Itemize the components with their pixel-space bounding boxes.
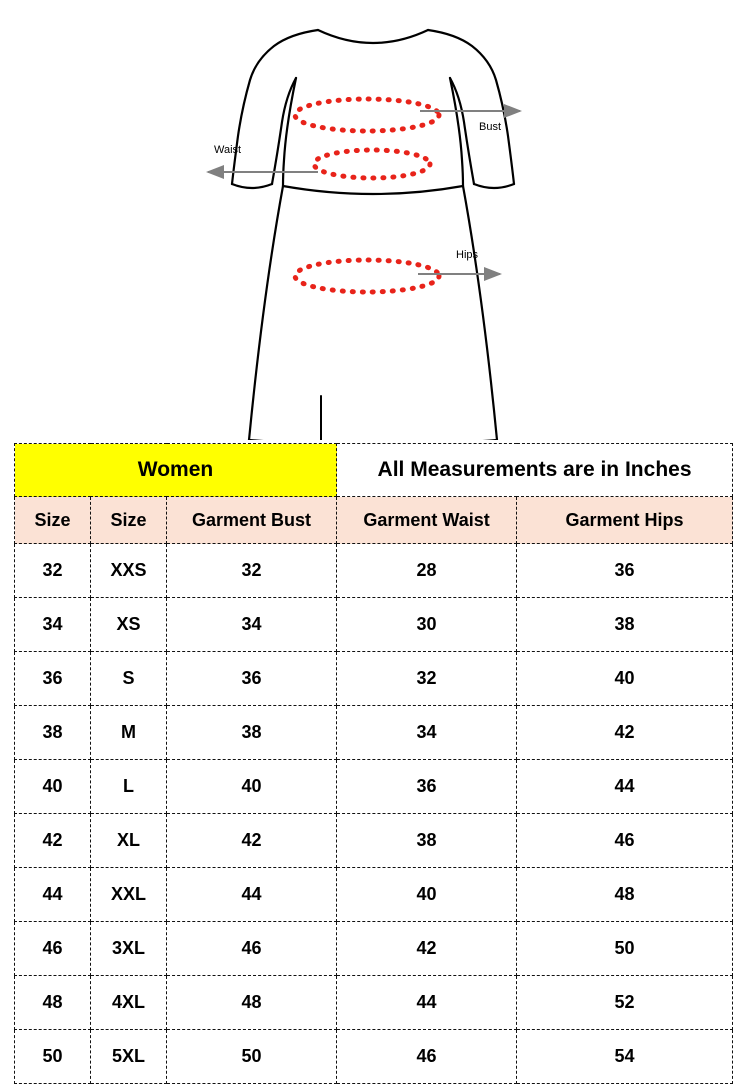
hips-measure-line (295, 260, 439, 292)
table-cell: 42 (517, 706, 733, 760)
table-cell: XXL (91, 868, 167, 922)
table-cell: 46 (517, 814, 733, 868)
table-cell: 34 (337, 706, 517, 760)
table-header-row (15, 497, 733, 544)
hips-label: Hips (456, 249, 479, 261)
table-cell: 36 (337, 760, 517, 814)
table-cell: 44 (167, 868, 337, 922)
table-cell: 48 (517, 868, 733, 922)
table-cell: 3XL (91, 922, 167, 976)
table-cell: 42 (15, 814, 91, 868)
table-cell: 52 (517, 976, 733, 1030)
table-cell: 36 (517, 544, 733, 598)
header-cell-garment-hips: Garment Hips (517, 497, 733, 544)
table-cell: 32 (337, 652, 517, 706)
table-cell: 4XL (91, 976, 167, 1030)
table-cell: 38 (167, 706, 337, 760)
table-cell: 5XL (91, 1030, 167, 1084)
table-cell: 36 (167, 652, 337, 706)
table-cell: 40 (167, 760, 337, 814)
table-cell: 38 (337, 814, 517, 868)
waist-measure-line (314, 150, 430, 178)
table-cell: 40 (15, 760, 91, 814)
table-cell: L (91, 760, 167, 814)
header-cell-garment-bust: Garment Bust (167, 497, 337, 544)
table-cell: S (91, 652, 167, 706)
table-cell: 44 (517, 760, 733, 814)
table-title-row (15, 444, 733, 497)
table-cell: M (91, 706, 167, 760)
table-row (15, 814, 733, 868)
table-cell: 38 (517, 598, 733, 652)
table-cell: 30 (337, 598, 517, 652)
size-chart-table (14, 443, 733, 1084)
table-cell: 40 (337, 868, 517, 922)
table-cell: 48 (15, 976, 91, 1030)
table-row (15, 598, 733, 652)
table-cell: 46 (167, 922, 337, 976)
table-row (15, 976, 733, 1030)
table-cell: 50 (167, 1030, 337, 1084)
table-cell: 32 (15, 544, 91, 598)
table-cell: XXS (91, 544, 167, 598)
table-cell: 44 (337, 976, 517, 1030)
dress-figure-svg (0, 0, 746, 440)
table-cell: 42 (337, 922, 517, 976)
table-cell: 40 (517, 652, 733, 706)
table-cell: 54 (517, 1030, 733, 1084)
table-cell: 34 (167, 598, 337, 652)
table-cell: 50 (517, 922, 733, 976)
table-row (15, 922, 733, 976)
table-cell: 36 (15, 652, 91, 706)
header-cell-size-alpha: Size (91, 497, 167, 544)
table-cell: 28 (337, 544, 517, 598)
table-cell: XL (91, 814, 167, 868)
table-cell: 46 (337, 1030, 517, 1084)
header-cell-size-numeric: Size (15, 497, 91, 544)
table-cell: 46 (15, 922, 91, 976)
dress-outline (232, 30, 514, 440)
size-chart-illustration (0, 0, 746, 440)
table-row (15, 1030, 733, 1084)
bust-measure-line (295, 99, 439, 131)
bust-label: Bust (479, 121, 502, 133)
table-cell: 32 (167, 544, 337, 598)
title-measurement-units-cell: All Measurements are in Inches (337, 444, 733, 497)
table-cell: XS (91, 598, 167, 652)
size-chart-table-container (14, 443, 732, 1084)
table-cell: 48 (167, 976, 337, 1030)
table-row (15, 652, 733, 706)
table-cell: 42 (167, 814, 337, 868)
table-row (15, 706, 733, 760)
table-row (15, 868, 733, 922)
table-cell: 38 (15, 706, 91, 760)
waist-label: Waist (214, 144, 242, 156)
header-cell-garment-waist: Garment Waist (337, 497, 517, 544)
title-women-cell: Women (15, 444, 337, 497)
table-cell: 34 (15, 598, 91, 652)
table-row (15, 544, 733, 598)
table-cell: 50 (15, 1030, 91, 1084)
table-cell: 44 (15, 868, 91, 922)
table-row (15, 760, 733, 814)
